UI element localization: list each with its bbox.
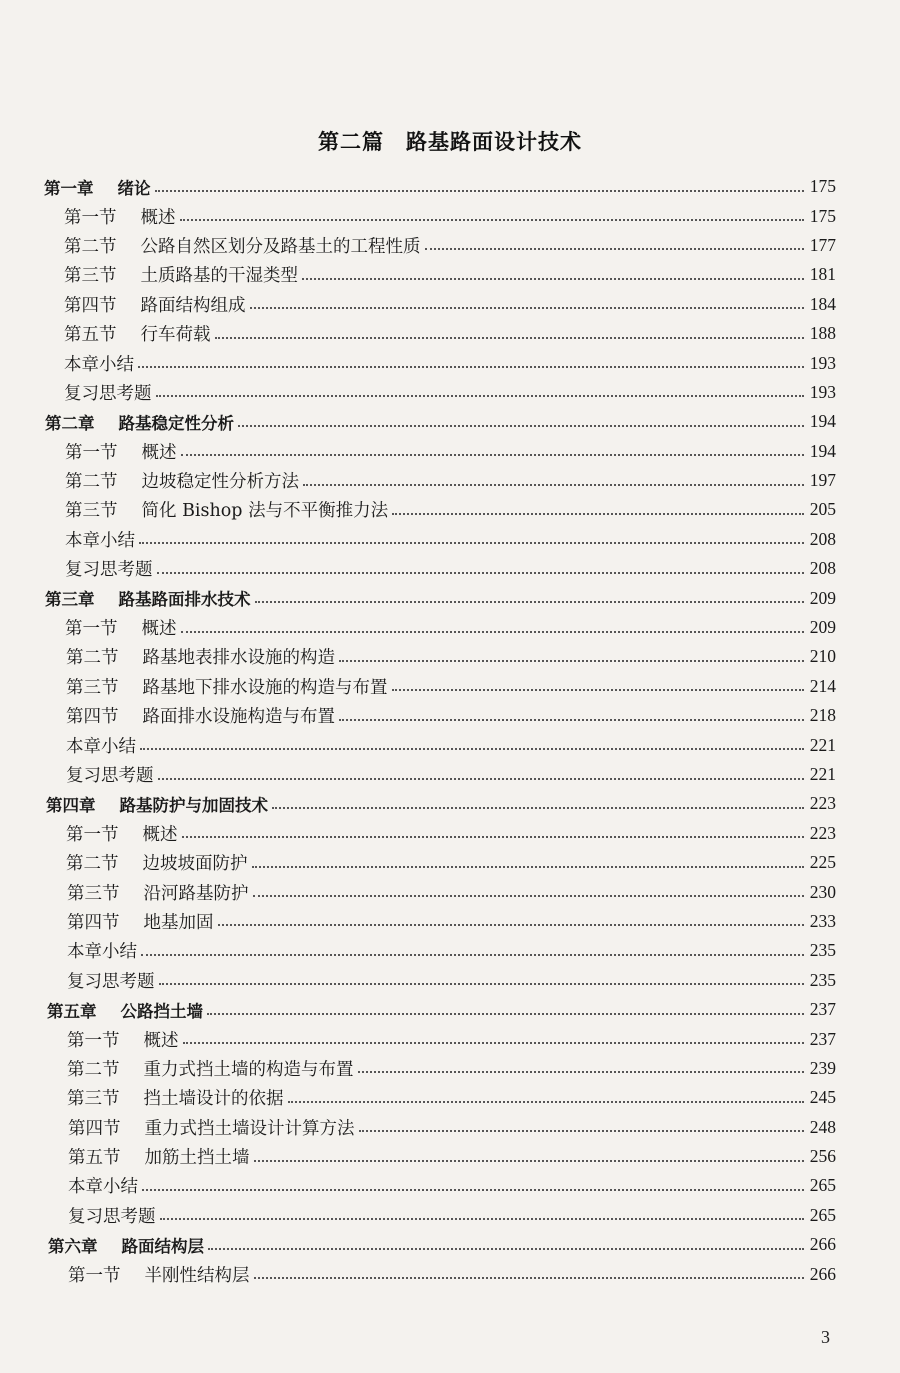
toc-entry-page: 239 (809, 1057, 836, 1078)
dot-leader (425, 248, 804, 250)
dot-leader (358, 1071, 804, 1073)
toc-entry-number: 第四节 (66, 707, 119, 728)
toc-entry-page: 256 (809, 1146, 836, 1167)
toc-section-row (0, 672, 900, 701)
toc-entry-page: 208 (809, 558, 836, 579)
toc-entry-label (67, 909, 216, 934)
toc-summary-row (0, 730, 900, 759)
toc-entry-number: 第五节 (64, 325, 117, 346)
toc-entry-label (45, 586, 253, 610)
toc-entry-number: 第三节 (65, 501, 118, 522)
toc-section-row (0, 819, 900, 848)
toc-entry-title: 地基加固 (143, 912, 214, 933)
toc-entry-label (68, 1115, 357, 1140)
toc-entry-number: 第四节 (68, 1118, 121, 1139)
toc-entry-number: 第三节 (67, 1089, 120, 1110)
toc-entry-title: 概述 (142, 824, 178, 845)
toc-entry-label (67, 938, 139, 963)
toc-entry-label (44, 175, 153, 199)
toc-entry-page: 235 (809, 969, 836, 990)
dot-leader (218, 924, 804, 926)
toc-entry-label (68, 1262, 252, 1287)
toc-entry-page: 223 (809, 822, 836, 843)
dot-leader (155, 190, 804, 192)
toc-entry-label (66, 821, 180, 846)
toc-entry-title: 概述 (141, 442, 177, 463)
toc-entry-label (66, 644, 337, 669)
toc-entry-label (67, 1027, 181, 1052)
dot-leader (158, 778, 804, 780)
toc-section-row (0, 848, 900, 877)
toc-entry-label (66, 674, 390, 699)
toc-section-row (0, 1054, 900, 1083)
toc-summary-row (0, 1201, 900, 1230)
toc-entry-label (65, 615, 179, 640)
dot-leader (139, 542, 804, 544)
toc-summary-row (0, 525, 900, 554)
toc-entry-label (46, 792, 270, 816)
toc-section-row (0, 201, 900, 230)
toc-entry-label (68, 1144, 252, 1169)
toc-entry-label (45, 410, 236, 434)
dot-leader (180, 219, 804, 221)
toc-entry-page: 245 (809, 1087, 836, 1108)
toc-entry-title: 本章小结 (68, 1177, 138, 1198)
toc-entry-title: 加筋土挡土墙 (144, 1148, 250, 1169)
toc-entry-label (66, 762, 156, 787)
toc-entry-page: 181 (809, 264, 836, 285)
toc-entry-number: 第四节 (67, 912, 120, 933)
toc-entry-title: 本章小结 (67, 942, 137, 963)
toc-entry-page: 237 (809, 1028, 836, 1049)
dot-leader (160, 1218, 804, 1220)
toc-entry-page: 237 (809, 999, 836, 1020)
toc-summary-row (0, 348, 900, 377)
toc-entry-page: 266 (809, 1263, 836, 1284)
toc-entry-label (65, 439, 179, 464)
toc-entry-title: 重力式挡土墙的构造与布置 (143, 1059, 354, 1080)
toc-section-row (0, 613, 900, 642)
toc-entry-number: 第二节 (66, 854, 119, 875)
toc-entry-title: 路基稳定性分析 (118, 413, 234, 433)
dot-leader (392, 689, 804, 691)
toc-entry-title: 概述 (143, 1030, 179, 1051)
toc-entry-title: 复习思考题 (65, 560, 153, 581)
dot-leader (181, 631, 804, 633)
toc-entry-label (66, 850, 250, 875)
toc-entry-title: 路面结构层 (121, 1236, 204, 1256)
toc-entry-label (64, 292, 248, 317)
toc-entry-label (65, 468, 301, 493)
toc-entry-title: 路面结构组成 (140, 295, 246, 316)
dot-leader (157, 572, 804, 574)
toc-entry-title: 概述 (141, 619, 177, 640)
part-title: 第二篇 路基路面设计技术 (318, 130, 582, 154)
dot-leader (272, 807, 804, 809)
toc-entry-title: 复习思考题 (66, 766, 154, 786)
toc-entry-title: 路基路面排水技术 (118, 590, 251, 610)
toc-entry-number: 第二节 (65, 472, 118, 493)
dot-leader (208, 1248, 804, 1250)
dot-leader (182, 836, 804, 838)
toc-entry-title: 本章小结 (64, 354, 134, 375)
toc-entry-label (65, 497, 390, 522)
toc-entry-number: 第五节 (68, 1148, 121, 1169)
toc-entry-title: 复习思考题 (67, 971, 155, 992)
toc-entry-page: 209 (809, 617, 836, 638)
toc-entry-number: 第三章 (45, 590, 95, 610)
dot-leader (156, 395, 804, 397)
toc-entry-title: 半刚性结构层 (144, 1265, 250, 1286)
dot-leader (238, 425, 804, 427)
toc-entry-page: 175 (809, 205, 836, 226)
dot-leader (250, 307, 804, 309)
toc-entry-label (67, 880, 251, 905)
toc-entry-title: 公路挡土墙 (120, 1001, 203, 1021)
toc-summary-row (0, 554, 900, 583)
toc-entry-title: 行车荷载 (140, 325, 211, 346)
toc-section-row (0, 907, 900, 936)
toc-entry-number: 第五章 (47, 1001, 97, 1021)
dot-leader (207, 1013, 804, 1015)
toc-entry-page: 208 (809, 528, 836, 549)
dot-leader (142, 1189, 804, 1191)
toc-entry-page: 205 (809, 499, 836, 520)
toc-entry-number: 第二节 (64, 236, 117, 257)
toc-entry-page: 197 (809, 470, 836, 491)
toc-entry-number: 第三节 (66, 677, 119, 698)
toc-entry-label (68, 1173, 140, 1198)
toc-entry-number: 第一节 (67, 1030, 120, 1051)
dot-leader (252, 866, 804, 868)
toc-entry-title: 土质路基的干湿类型 (140, 266, 298, 287)
toc-entry-label (64, 321, 213, 346)
dot-leader (253, 895, 804, 897)
toc-section-row (0, 290, 900, 319)
toc-entry-page: 230 (809, 881, 836, 902)
toc-entry-page: 193 (809, 352, 836, 373)
toc-section-row (0, 437, 900, 466)
toc-entry-page: 193 (809, 381, 836, 402)
toc-entry-label (66, 733, 138, 758)
toc-entry-page: 184 (809, 293, 836, 314)
toc-entry-label (64, 262, 300, 287)
dot-leader (359, 1130, 804, 1132)
toc-entry-number: 第二节 (66, 648, 119, 669)
toc-entry-label (67, 1056, 356, 1081)
toc-summary-row (0, 936, 900, 965)
toc-entry-title: 路基地下排水设施的构造与布置 (142, 677, 388, 698)
toc-section-row (0, 466, 900, 495)
toc-chapter-row (0, 789, 900, 818)
toc-entry-number: 第四章 (46, 795, 96, 815)
toc-entry-number: 第二章 (45, 413, 95, 433)
toc-entry-title: 复习思考题 (68, 1206, 156, 1227)
toc-section-row (0, 1259, 900, 1288)
toc-entry-label (65, 527, 137, 552)
toc-entry-number: 第一节 (65, 619, 118, 640)
dot-leader (215, 337, 804, 339)
toc-entry-label (48, 1233, 206, 1257)
toc-entry-page: 223 (809, 793, 836, 814)
toc-summary-row (0, 378, 900, 407)
toc-chapter-row (0, 407, 900, 436)
toc-entry-page: 175 (809, 176, 836, 197)
toc-entry-label (47, 998, 205, 1022)
toc-entry-label (64, 351, 136, 376)
toc-chapter-row (0, 583, 900, 612)
toc-entry-title: 路面排水设施构造与布置 (142, 707, 335, 728)
toc-entry-number: 第一节 (64, 207, 117, 228)
toc-entry-number: 第一节 (68, 1265, 121, 1286)
dot-leader (141, 954, 804, 956)
toc-entry-page: 233 (809, 910, 836, 931)
toc-entry-page: 177 (809, 234, 836, 255)
toc-section-row (0, 701, 900, 730)
toc-entry-title: 挡土墙设计的依据 (143, 1089, 284, 1110)
toc-entry-number: 第一章 (44, 178, 94, 198)
toc-summary-row (0, 966, 900, 995)
toc-entry-title: 复习思考题 (64, 383, 152, 404)
toc-entry-page: 221 (809, 764, 836, 784)
dot-leader (339, 719, 804, 721)
toc-entry-number: 第三节 (64, 266, 117, 287)
toc-chapter-row (0, 172, 900, 201)
toc-entry-page: 209 (809, 587, 836, 608)
toc-entry-page: 235 (809, 940, 836, 961)
toc-entry-title: 本章小结 (65, 530, 135, 551)
toc-summary-row (0, 1171, 900, 1200)
dot-leader (181, 454, 804, 456)
toc-section-row (0, 231, 900, 260)
toc-entry-label (65, 556, 155, 581)
dot-leader (392, 513, 804, 515)
toc-entry-page: 221 (809, 734, 836, 755)
toc-section-row (0, 1083, 900, 1112)
toc-entry-title: 沿河路基防护 (143, 883, 249, 904)
dot-leader (140, 748, 804, 750)
toc-section-row (0, 1113, 900, 1142)
toc-entry-title: 绪论 (117, 178, 151, 198)
dot-leader (339, 660, 804, 662)
toc-entry-title: 简化 Bishop 法与不平衡推力法 (141, 501, 389, 522)
toc-entry-page: 210 (809, 646, 836, 667)
toc-section-row (0, 1142, 900, 1171)
toc-entry-page: 218 (809, 705, 836, 726)
toc-entry-page: 194 (809, 440, 836, 461)
toc-summary-row (0, 760, 900, 789)
toc-entry-number: 第一节 (66, 824, 119, 845)
dot-leader (138, 366, 804, 368)
toc-section-row (0, 1024, 900, 1053)
toc-entry-page: 265 (809, 1204, 836, 1225)
toc-entry-number: 第四节 (64, 295, 117, 316)
page-number: 3 (821, 1327, 830, 1347)
toc-section-row (0, 877, 900, 906)
toc-entry-page: 188 (809, 323, 836, 344)
toc-entry-label (66, 703, 337, 728)
toc-entry-title: 本章小结 (66, 736, 136, 757)
dot-leader (255, 601, 804, 603)
toc-chapter-row (0, 995, 900, 1024)
dot-leader (302, 278, 804, 280)
toc-entry-page: 266 (809, 1234, 836, 1255)
toc-entry-label (67, 968, 157, 993)
toc-entry-page: 194 (809, 411, 836, 432)
table-of-contents (0, 172, 900, 1289)
toc-entry-page: 265 (809, 1175, 836, 1196)
dot-leader (288, 1101, 804, 1103)
dot-leader (254, 1277, 804, 1279)
toc-entry-number: 第二节 (67, 1059, 120, 1080)
toc-entry-label (64, 233, 423, 258)
dot-leader (303, 484, 804, 486)
toc-entry-title: 边坡稳定性分析方法 (141, 472, 299, 493)
toc-entry-page: 214 (809, 675, 836, 696)
toc-entry-title: 概述 (140, 207, 176, 228)
toc-chapter-row (0, 1230, 900, 1259)
dot-leader (159, 983, 804, 985)
toc-entry-page: 248 (809, 1116, 836, 1137)
toc-entry-number: 第六章 (48, 1236, 98, 1256)
dot-leader (254, 1160, 804, 1162)
toc-entry-title: 边坡坡面防护 (142, 854, 248, 875)
toc-entry-title: 重力式挡土墙设计计算方法 (144, 1118, 355, 1139)
toc-entry-label (68, 1203, 158, 1228)
toc-entry-label (67, 1085, 286, 1110)
toc-entry-number: 第三节 (67, 883, 120, 904)
toc-section-row (0, 319, 900, 348)
toc-section-row (0, 642, 900, 671)
toc-entry-number: 第一节 (65, 442, 118, 463)
toc-entry-label (64, 380, 154, 405)
dot-leader (183, 1042, 804, 1044)
toc-entry-title: 路基地表排水设施的构造 (142, 648, 335, 669)
toc-section-row (0, 495, 900, 524)
toc-entry-title: 公路自然区划分及路基土的工程性质 (140, 236, 421, 257)
toc-entry-label (64, 204, 178, 229)
toc-section-row (0, 260, 900, 289)
toc-entry-title: 路基防护与加固技术 (119, 795, 268, 815)
toc-entry-page: 225 (809, 852, 836, 873)
